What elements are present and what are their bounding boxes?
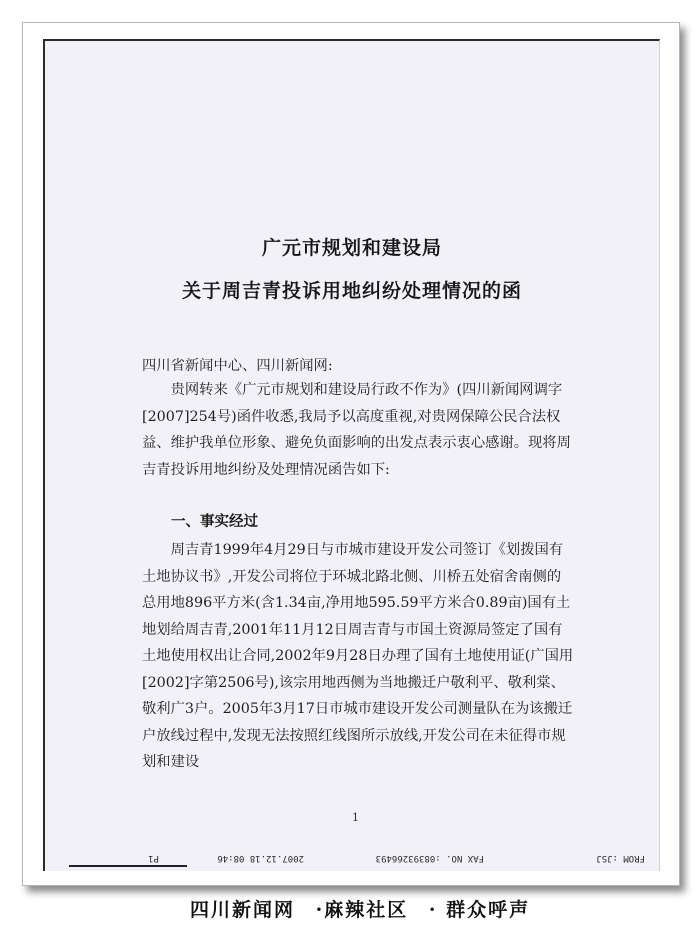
footer-section-voice: · 群众呼声: [428, 899, 531, 921]
fax-datetime: 2007.12.18 08:46: [217, 853, 304, 863]
document-frame: [22, 22, 680, 886]
fax-underline: [69, 865, 187, 867]
paragraph-2: 周吉青1999年4月29日与市城市建设开发公司签订《划拨国有土地协议书》,开发公司将位于环城北路北侧、川桥五处宿舍南侧的总用地896平方米(含1.34亩,净用地595.59平方米合0.89亩)国有土地划给周吉青,2001年11月12日周吉青与市国土资源局签定了国有土地使用权出让合同,2002年9月28日办理了国有土地使用证(广国用[2002]字第2506号),该宗用地西侧为当地搬迁户敬利平、敬利棠、敬利广3户。2005年3月17日市城市建设开发公司测量队在为该搬迁户放线过程中,发现无法按照红线图所示放线,开发公司在未征得市规划和建设: [142, 542, 574, 770]
footer-section-mala: ·麻辣社区: [315, 899, 409, 921]
fax-page: P1: [148, 853, 159, 863]
document-title-line2: 关于周吉青投诉用地纠纷处理情况的函: [181, 280, 522, 302]
footer-site-name: 四川新闻网: [190, 899, 296, 921]
salutation: 四川省新闻中心、四川新闻网:: [142, 358, 333, 374]
document-title-line1: 广元市规划和建设局: [261, 237, 442, 259]
scanned-page: [43, 39, 660, 871]
paragraph-1: 贵网转来《广元市规划和建设局行政不作为》(四川新闻网调字[2007]254号)函件收悉,我局予以高度重视,对贵网保障公民合法权益、维护我单位形象、避免负面影响的出发点表示衷心感谢。现将周吉青投诉用地纠纷及处理情况函告如下:: [142, 382, 571, 478]
fax-from: FROM :JSJ: [596, 853, 645, 863]
watermark-footer: [190, 895, 680, 922]
page-number: 1: [352, 811, 359, 824]
section-1-heading: 一、事实经过: [171, 514, 258, 530]
fax-number: FAX NO. :08393266493: [375, 853, 484, 863]
fax-header-strip: [45, 847, 659, 865]
